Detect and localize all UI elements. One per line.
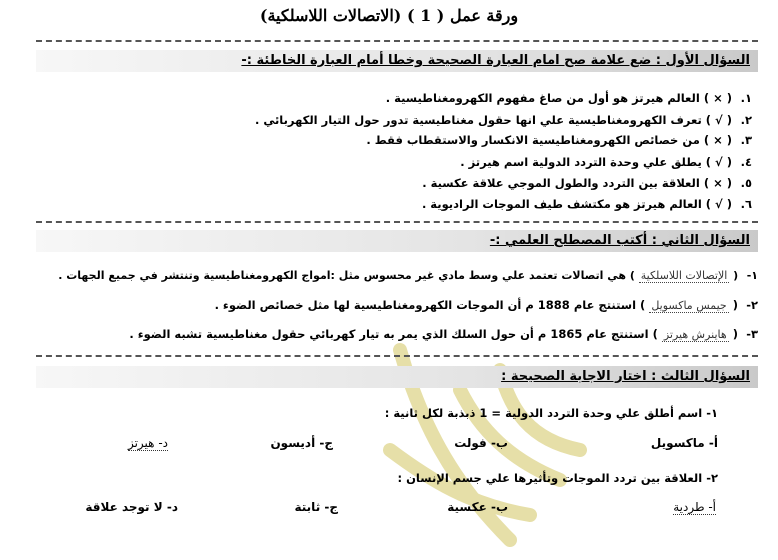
question-2-heading-text: السؤال الثاني : أكتب المصطلح العلمي :- (489, 233, 750, 248)
open-paren: ( (733, 269, 739, 282)
answer-mark: ( √ ) (705, 155, 732, 169)
mcq-option-b: ب- عكسية (447, 500, 508, 514)
item-text: ) استنتج عام 1865 م أن حول السلك الذي يمر به تيار كهربائي حقول مغناطيسية تشبه الضوء . (129, 327, 658, 341)
item-text: يطلق علي وحدة التردد الدولية اسم هيرتز . (460, 155, 702, 169)
q1-item (422, 175, 752, 191)
mcq-question-text: ١- اسم أطلق علي وحدة التردد الدولية = 1 ذبذبة لكل ثانية : (384, 406, 718, 420)
item-number: ٥. (740, 176, 752, 190)
answer-blank: هاينرش هيرتز (663, 328, 727, 341)
open-paren: ( (732, 327, 738, 341)
item-number: ٣- (746, 327, 758, 341)
q1-item (460, 154, 752, 170)
item-text: ) هي اتصالات تعتمد علي وسط مادي غير محسوس مثل :امواج الكهرومغناطيسية وتنتشر في جميع الجهات . (58, 269, 635, 282)
question-3-heading-text: السؤال الثالث : اختار الاجابة الصحيحة : (501, 369, 750, 384)
item-number: ١. (740, 91, 752, 105)
q1-item (386, 90, 752, 106)
q1-item (366, 132, 752, 148)
answer-mark: ( × ) (703, 176, 732, 190)
item-number: ١- (746, 269, 758, 282)
answer-mark: ( × ) (703, 91, 732, 105)
mcq-option-a: أ- ماكسويل (650, 436, 718, 450)
item-text: تعرف الكهرومغناطيسية علي انها حقول مغناطيسية تدور حول التيار الكهربائي . (254, 113, 702, 127)
mcq-option-d-selected: د- هيرتز (127, 436, 168, 450)
item-text: العالم هيرتز هو أول من صاغ مفهوم الكهرومغناطيسية . (385, 91, 700, 105)
question-2-heading (36, 230, 758, 252)
mcq-option-b: ب- فولت (454, 436, 508, 450)
answer-blank: جيمس ماكسويل (651, 299, 727, 312)
answer-mark: ( √ ) (705, 197, 732, 211)
item-number: ٦. (740, 197, 752, 211)
q2-item (215, 297, 758, 314)
answer-mark: ( × ) (703, 133, 732, 147)
question-1-heading (36, 50, 758, 72)
mcq-question-text: ٢- العلاقة بين تردد الموجات وتأثيرها علي جسم الإنسان : (397, 471, 718, 485)
mcq-option-c: ج- ثابتة (294, 500, 338, 514)
divider (36, 40, 758, 42)
q2-item (58, 268, 758, 284)
item-text: العالم هيرتز هو مكتشف طيف الموجات الراديوية . (421, 197, 702, 211)
mcq-option-c: ج- أديسون (270, 436, 333, 450)
answer-mark: ( √ ) (705, 113, 732, 127)
page-title: ورقة عمل ( 1 ) (الاتصالات اللاسلكية) (259, 6, 519, 25)
mcq-option-a-selected: أ- طردية (673, 500, 716, 514)
mcq-option-d: د- لا توجد علاقة (85, 500, 178, 514)
q1-item (422, 196, 752, 212)
q1-item (255, 112, 752, 128)
q2-item (129, 326, 758, 343)
item-number: ٢. (740, 113, 752, 127)
item-number: ٢- (746, 298, 758, 312)
question-3-heading (36, 366, 758, 388)
open-paren: ( (732, 298, 738, 312)
item-text: العلاقة بين التردد والطول الموجي علاقة عكسية . (422, 176, 700, 190)
item-text: ) استنتج عام 1888 م أن الموجات الكهرومغناطيسية لها مثل خصائص الضوء . (214, 298, 646, 312)
question-1-heading-text: السؤال الأول : ضع علامة صح امام العبارة الصحيحة وخطا أمام العبارة الخاطئة :- (241, 53, 750, 68)
item-text: من خصائص الكهرومغناطيسية الانكسار والاستقطاب فقط . (366, 133, 700, 147)
item-number: ٣. (740, 133, 752, 147)
item-number: ٤. (740, 155, 752, 169)
divider (36, 221, 758, 223)
divider (36, 355, 758, 357)
answer-blank: الإتصالات اللاسلكية (640, 269, 728, 282)
